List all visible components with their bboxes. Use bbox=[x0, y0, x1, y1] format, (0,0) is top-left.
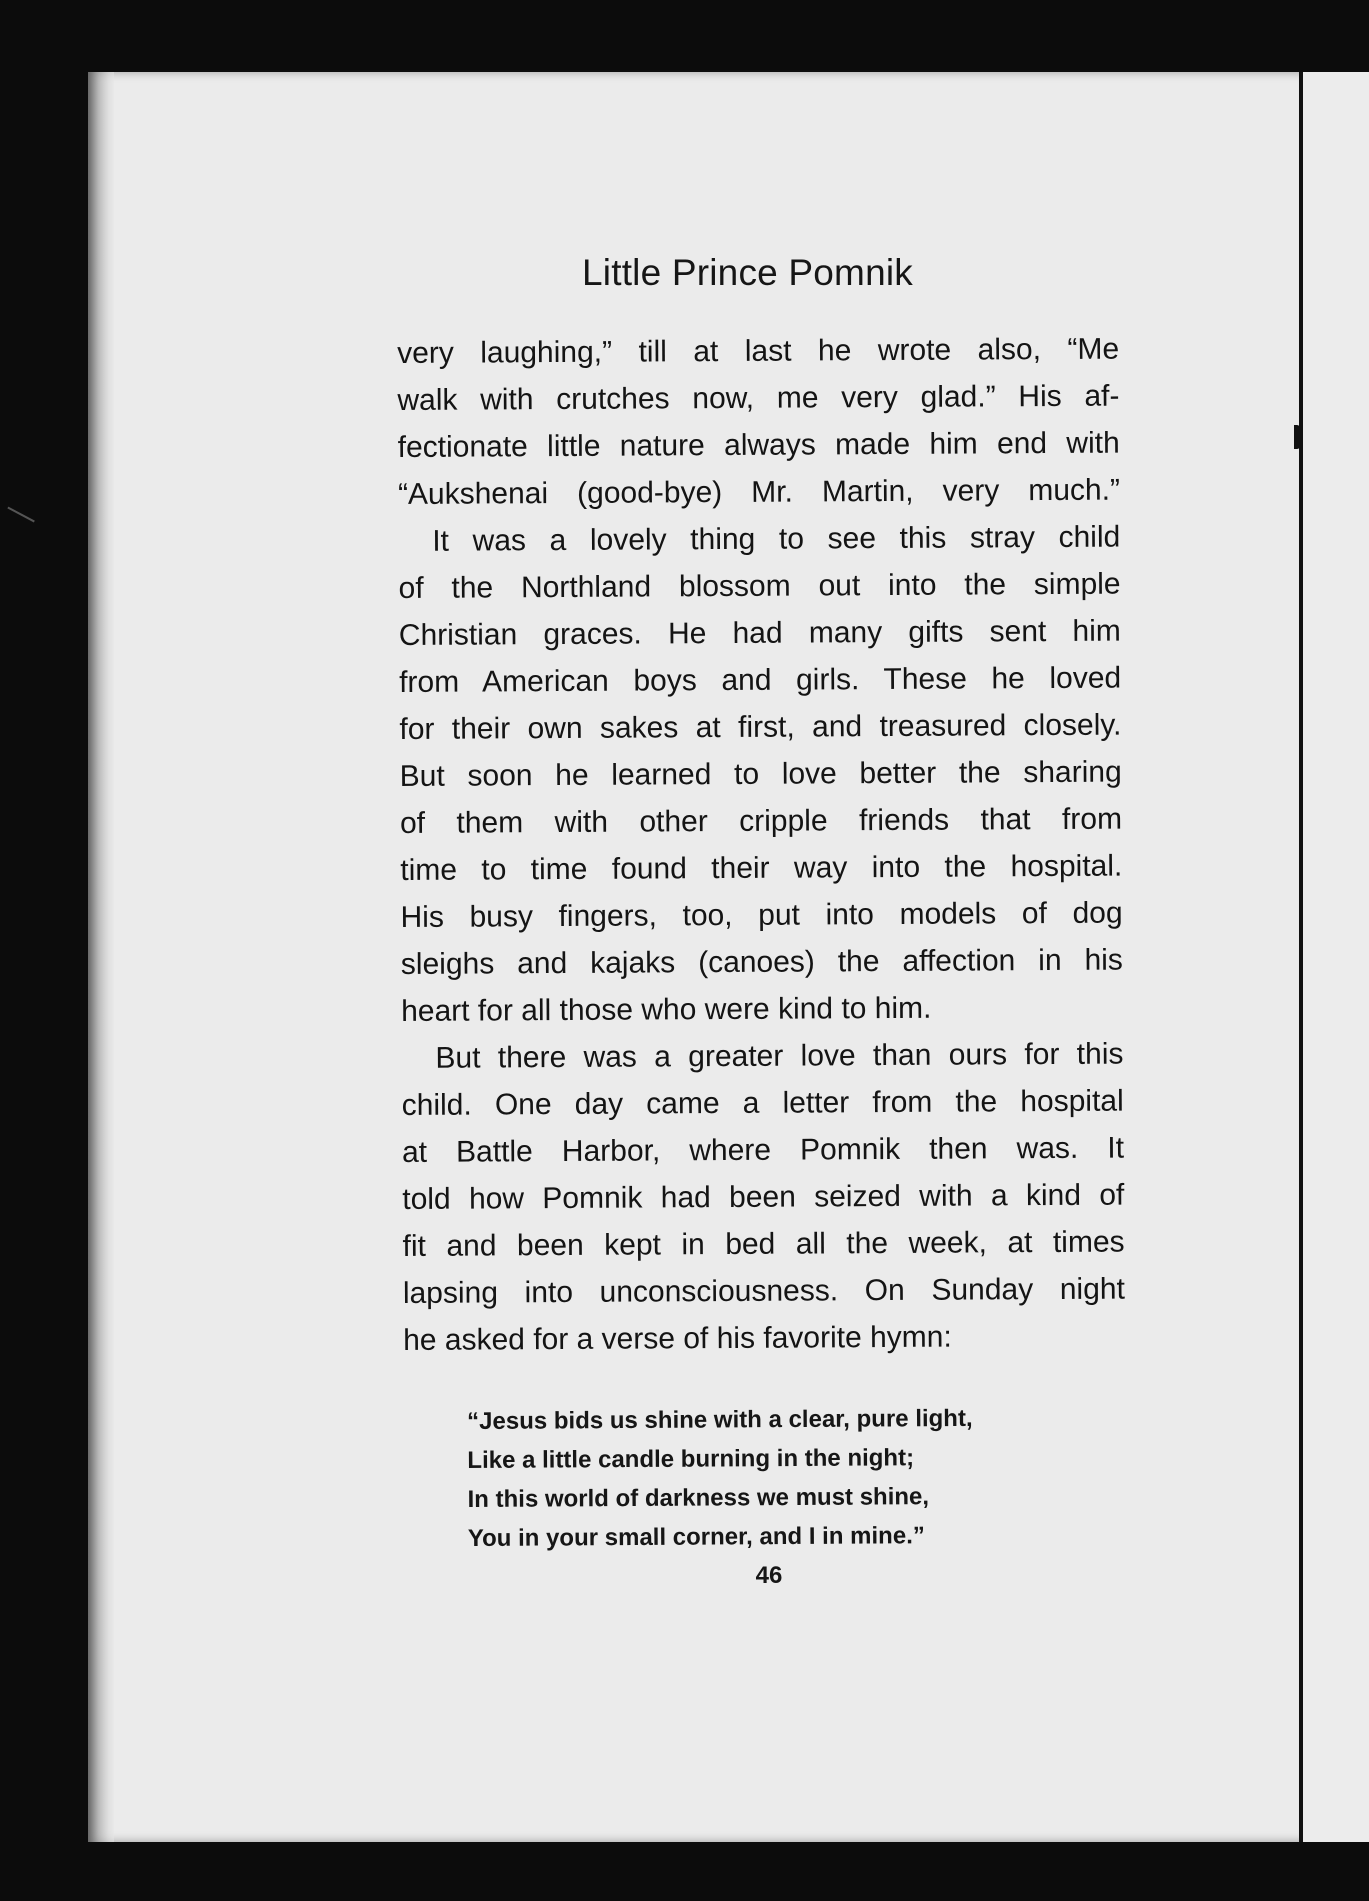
text-line: of them with other cripple friends that from bbox=[399, 802, 1123, 840]
text-line: But soon he learned to love better the sharing bbox=[399, 755, 1122, 793]
text-line: fectionate little nature always made him end with bbox=[397, 426, 1120, 464]
text-line: very laughing,” till at last he wrote also, “Me bbox=[397, 332, 1120, 370]
text-line: he asked for a verse of his favorite hymn: bbox=[403, 1320, 952, 1357]
binding-shadow bbox=[88, 72, 114, 1842]
text-line: for their own sakes at first, and treasured closely. bbox=[399, 708, 1122, 746]
hymn-line: You in your small corner, and I in mine.” bbox=[467, 1522, 925, 1552]
text-line: child. One day came a letter from the hospital bbox=[401, 1084, 1124, 1122]
text-line: Christian graces. He had many gifts sent him bbox=[398, 614, 1121, 652]
hymn-line: “Jesus bids us shine with a clear, pure light, bbox=[467, 1404, 973, 1435]
text-line: time to time found their way into the hospital. bbox=[400, 849, 1123, 887]
page-number: 46 bbox=[755, 1562, 783, 1589]
text-line: fit and been kept in bed all the week, at times bbox=[402, 1225, 1125, 1263]
text-line: It was a lovely thing to see this stray child bbox=[432, 520, 1121, 558]
hymn-line: Like a little candle burning in the night; bbox=[467, 1444, 915, 1474]
adjacent-page bbox=[1303, 72, 1369, 1842]
text-line: at Battle Harbor, where Pomnik then was. It bbox=[401, 1131, 1125, 1169]
gutter-notch bbox=[1294, 425, 1300, 449]
text-line: told how Pomnik had been seized with a kind of bbox=[402, 1178, 1125, 1216]
text-line: from American boys and girls. These he loved bbox=[399, 661, 1122, 699]
hymn-verse bbox=[467, 1398, 1068, 1558]
scan-artifact bbox=[0, 507, 35, 546]
text-line: His busy fingers, too, put into models of dog bbox=[400, 896, 1123, 934]
text-line: “Aukshenai (good-bye) Mr. Martin, very much.” bbox=[397, 473, 1121, 511]
text-line: walk with crutches now, me very glad.” His af- bbox=[397, 379, 1120, 417]
running-head: Little Prince Pomnik bbox=[582, 252, 913, 293]
text-line: of the Northland blossom out into the simple bbox=[398, 567, 1121, 605]
text-line: heart for all those who were kind to him. bbox=[401, 991, 932, 1028]
text-line: lapsing into unconsciousness. On Sunday night bbox=[402, 1272, 1125, 1310]
hymn-line: In this world of darkness we must shine, bbox=[467, 1483, 930, 1513]
body-text bbox=[397, 326, 1125, 1364]
text-line: sleighs and kajaks (canoes) the affection in his bbox=[400, 943, 1123, 981]
text-line: But there was a greater love than ours for this bbox=[435, 1037, 1124, 1075]
